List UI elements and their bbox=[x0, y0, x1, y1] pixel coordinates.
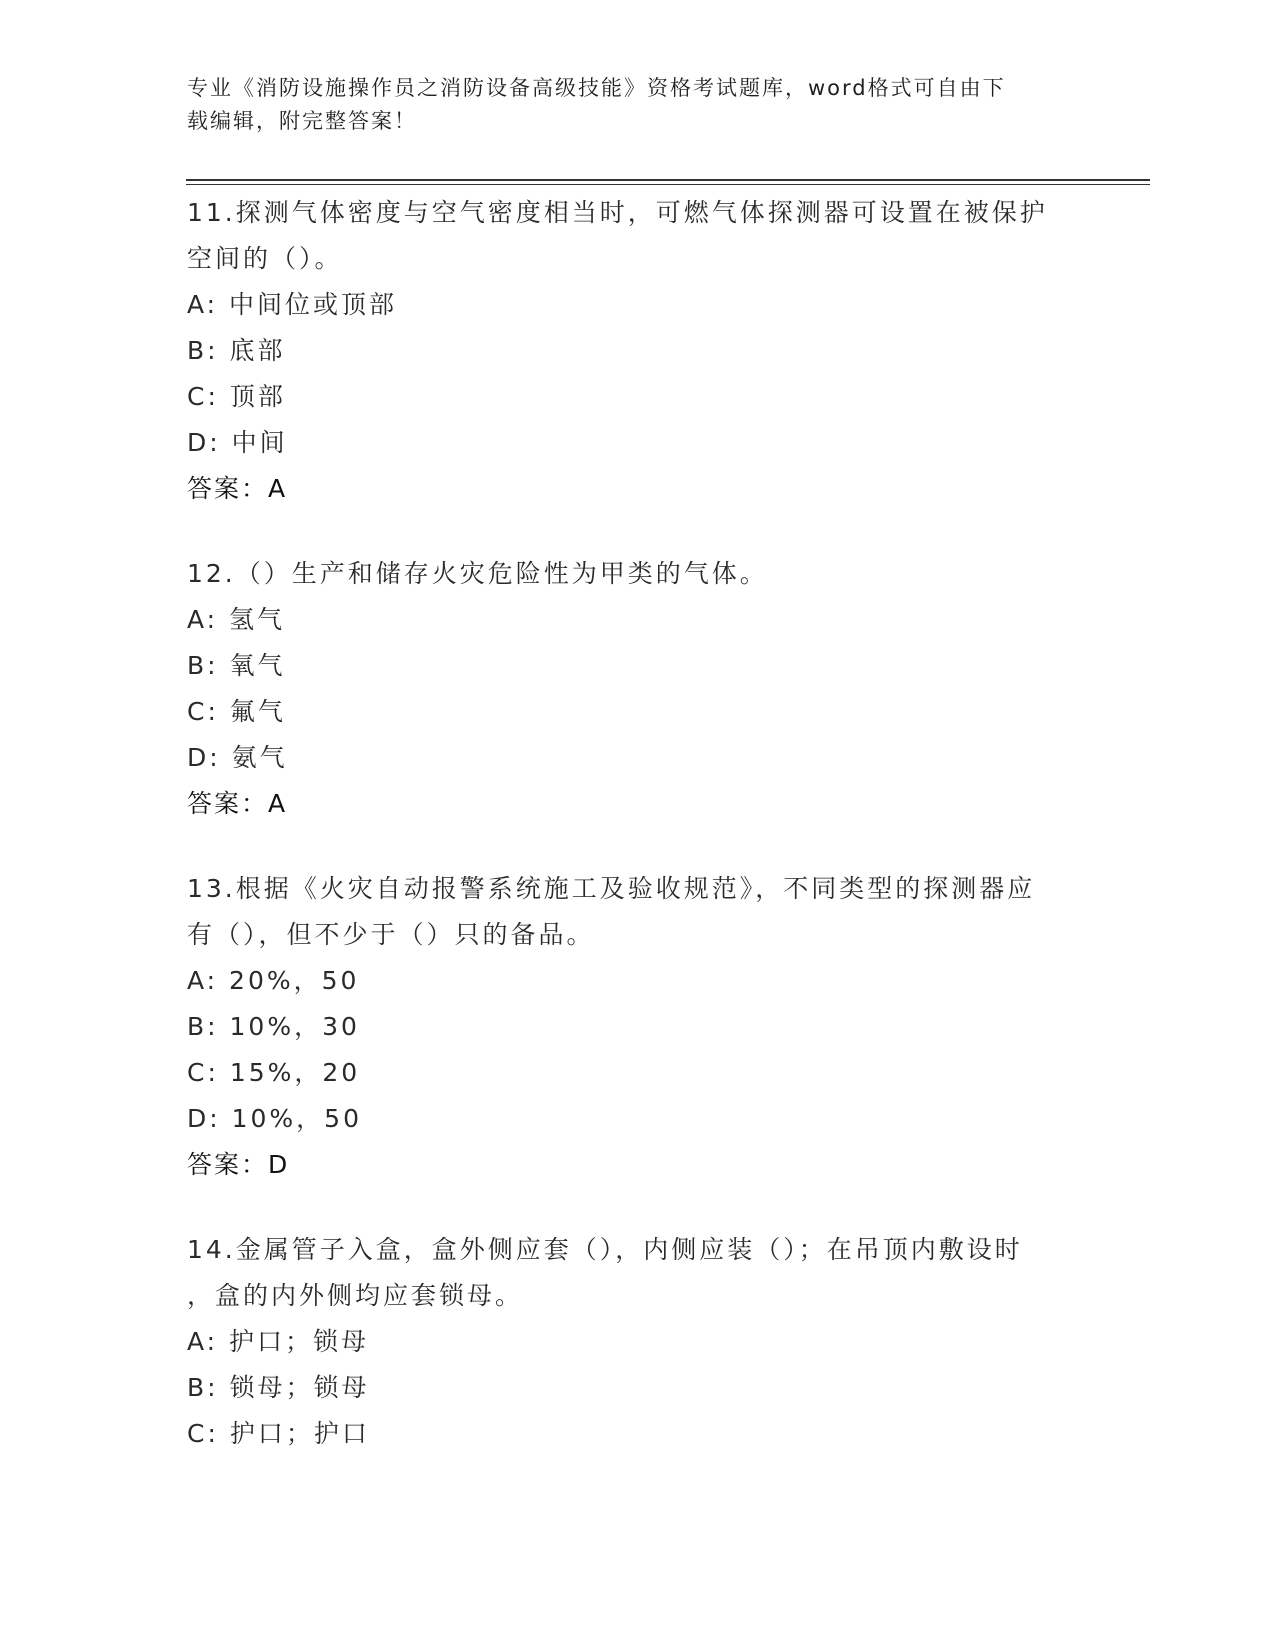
header-line-1: 专业《消防设施操作员之消防设备高级技能》资格考试题库，word格式可自由下 bbox=[187, 76, 1006, 100]
question-12 bbox=[187, 551, 1087, 827]
option-c: C: 护口；护口 bbox=[187, 1419, 370, 1448]
answer-label: 答案：A bbox=[187, 474, 288, 503]
question-stem-line: 13.根据《火灾自动报警系统施工及验收规范》，不同类型的探测器应 bbox=[187, 874, 1036, 903]
option-d: D: 中间 bbox=[187, 428, 288, 457]
answer-label: 答案：D bbox=[187, 1150, 290, 1179]
question-stem-line: 有（），但不少于（）只的备品。 bbox=[187, 920, 595, 949]
question-stem-line: ，盒的内外侧均应套锁母。 bbox=[187, 1281, 524, 1310]
header-divider-thin bbox=[186, 184, 1150, 185]
question-11 bbox=[187, 190, 1087, 512]
question-14 bbox=[187, 1227, 1087, 1457]
option-a: A: 护口；锁母 bbox=[187, 1327, 370, 1356]
answer-label: 答案：A bbox=[187, 789, 288, 818]
document-header bbox=[187, 72, 1087, 138]
option-b: B: 氧气 bbox=[187, 651, 286, 680]
question-stem-line: 12.（）生产和储存火灾危险性为甲类的气体。 bbox=[187, 559, 768, 588]
option-d: D: 氨气 bbox=[187, 743, 288, 772]
question-list bbox=[187, 190, 1087, 1496]
question-stem-line: 11.探测气体密度与空气密度相当时，可燃气体探测器可设置在被保护 bbox=[187, 198, 1048, 227]
option-b: B: 锁母；锁母 bbox=[187, 1373, 370, 1402]
question-13 bbox=[187, 866, 1087, 1188]
option-b: B: 底部 bbox=[187, 336, 286, 365]
header-line-2: 载编辑，附完整答案！ bbox=[187, 109, 417, 133]
option-b: B: 10%，30 bbox=[187, 1012, 360, 1041]
option-a: A: 20%，50 bbox=[187, 966, 360, 995]
header-divider-thick bbox=[186, 179, 1150, 181]
option-c: C: 氟气 bbox=[187, 697, 286, 726]
option-c: C: 15%，20 bbox=[187, 1058, 361, 1087]
question-stem-line: 空间的（）。 bbox=[187, 244, 343, 273]
option-c: C: 顶部 bbox=[187, 382, 286, 411]
question-stem-line: 14.金属管子入盒，盒外侧应套（），内侧应装（）；在吊顶内敷设时 bbox=[187, 1235, 1023, 1264]
option-a: A: 氢气 bbox=[187, 605, 286, 634]
option-a: A: 中间位或顶部 bbox=[187, 290, 398, 319]
option-d: D: 10%，50 bbox=[187, 1104, 362, 1133]
